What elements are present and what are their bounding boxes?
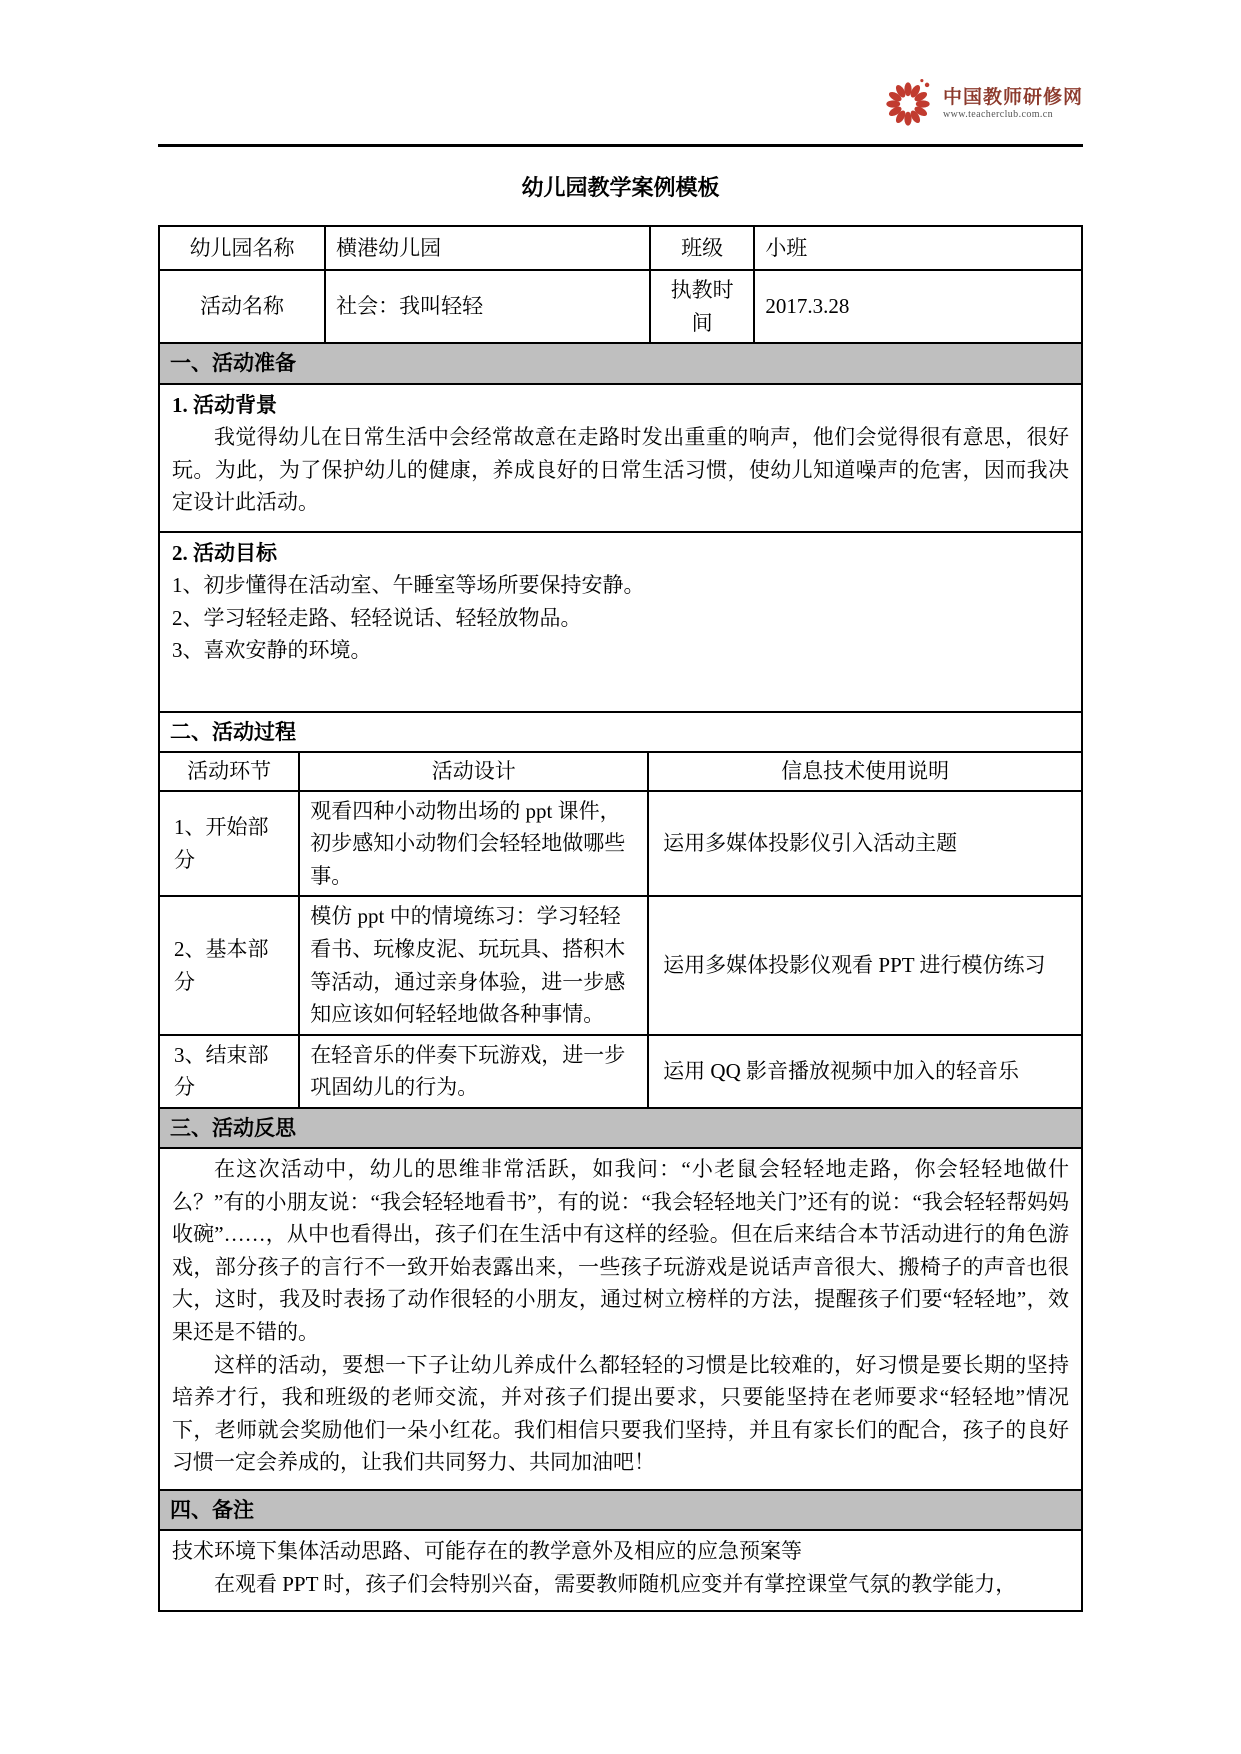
class-value: 小班 (754, 226, 1082, 270)
table-row (159, 896, 1082, 1034)
logo-text (943, 87, 1083, 120)
notes-block (158, 1529, 1083, 1612)
activity-name-value: 社会：我叫轻轻 (325, 270, 650, 343)
section-header-process: 二、活动过程 (158, 711, 1083, 754)
header-rule (158, 144, 1083, 147)
reflection-paragraph: 在这次活动中，幼儿的思维非常活跃，如我问：“小老鼠会轻轻地走路，你会轻轻地做什么？”有的小朋友说：“我会轻轻地看书”，有的说：“我会轻轻地关门”还有的说：“我会轻轻帮妈妈收碗”……，从中也看得出，孩子们在生活中有这样的经验。但在后来结合本节活动进行的角色游戏，部分孩子的言行不一致开始表露出来，一些孩子玩游戏是说话声音很大、搬椅子的声音也很大，这时，我及时表扬了动作很轻的小朋友，通过树立榜样的方法，提醒孩子们要“轻轻地”，效果还是不错的。 (172, 1157, 1069, 1345)
design-cell: 模仿 ppt 中的情境练习：学习轻轻看书、玩橡皮泥、玩玩具、搭积木等活动，通过亲身体验，进一步感知应该如何轻轻地做各种事情。 (299, 896, 648, 1034)
notes-line: 在观看 PPT 时，孩子们会特别兴奋，需要教师随机应变并有掌控课堂气氛的教学能力， (214, 1571, 1017, 1596)
goal-item: 1、初步懂得在活动室、午睡室等场所要保持安静。 (172, 573, 645, 598)
logo-flower-icon (881, 78, 935, 130)
process-table (158, 751, 1083, 1108)
logo-url: www.teacherclub.com.cn (942, 109, 1054, 121)
stage-cell: 3、结束部分 (159, 1035, 299, 1108)
column-header-design: 活动设计 (299, 752, 648, 791)
goal-item: 2、学习轻轻走路、轻轻说话、轻轻放物品。 (172, 605, 582, 630)
goal-item: 3、喜欢安静的环境。 (172, 638, 372, 663)
stage-cell: 2、基本部分 (159, 896, 299, 1034)
column-header-tech: 信息技术使用说明 (648, 752, 1082, 791)
page-title: 幼儿园教学案例模板 (521, 175, 720, 200)
background-heading: 1. 活动背景 (172, 392, 277, 417)
logo (881, 78, 1083, 130)
design-cell: 观看四种小动物出场的 ppt 课件，初步感知小动物们会轻轻地做哪些事。 (299, 791, 648, 897)
activity-goals-block (158, 531, 1083, 713)
table-row (159, 791, 1082, 897)
design-cell: 在轻音乐的伴奏下玩游戏，进一步巩固幼儿的行为。 (299, 1035, 648, 1108)
tech-cell: 运用多媒体投影仪观看 PPT 进行模仿练习 (648, 896, 1082, 1034)
info-table (158, 225, 1083, 344)
kindergarten-name-label: 幼儿园名称 (159, 226, 325, 270)
reflection-block (158, 1147, 1083, 1490)
activity-name-label: 活动名称 (159, 270, 325, 343)
tech-cell: 运用多媒体投影仪引入活动主题 (648, 791, 1082, 897)
activity-background-block (158, 383, 1083, 533)
logo-name: 中国教师研修网 (942, 87, 1083, 109)
background-text: 我觉得幼儿在日常生活中会经常故意在走路时发出重重的响声，他们会觉得很有意思，很好玩。为此，为了保护幼儿的健康，养成良好的日常生活习惯，使幼儿知道噪声的危害，因而我决定设计此活动。 (172, 425, 1069, 515)
goals-heading: 2. 活动目标 (172, 540, 277, 565)
teach-date-label: 执教时间 (650, 270, 754, 343)
stage-cell: 1、开始部分 (159, 791, 299, 897)
teach-date-value: 2017.3.28 (754, 270, 1082, 343)
notes-line: 技术环境下集体活动思路、可能存在的教学意外及相应的应急预案等 (172, 1539, 802, 1564)
info-row-kindergarten (159, 226, 1082, 270)
table-row (159, 1035, 1082, 1108)
document-header (158, 74, 1083, 134)
reflection-paragraph: 这样的活动，要想一下子让幼儿养成什么都轻轻的习惯是比较难的，好习惯是要长期的坚持培养才行，我和班级的老师交流，并对孩子们提出要求，只要能坚持在老师要求“轻轻地”情况下，老师就会奖励他们一朵小红花。我们相信只要我们坚持，并且有家长们的配合，孩子的良好习惯一定会养成的，让我们共同努力、共同加油吧！ (172, 1352, 1069, 1475)
section-header-preparation: 一、活动准备 (158, 342, 1083, 385)
tech-cell: 运用 QQ 影音播放视频中加入的轻音乐 (648, 1035, 1082, 1108)
column-header-stage: 活动环节 (159, 752, 299, 791)
section-header-notes: 四、备注 (158, 1489, 1083, 1532)
section-header-reflection: 三、活动反思 (158, 1107, 1083, 1150)
class-label: 班级 (650, 226, 754, 270)
info-row-activity (159, 270, 1082, 343)
process-header-row (159, 752, 1082, 791)
kindergarten-name-value: 横港幼儿园 (325, 226, 650, 270)
